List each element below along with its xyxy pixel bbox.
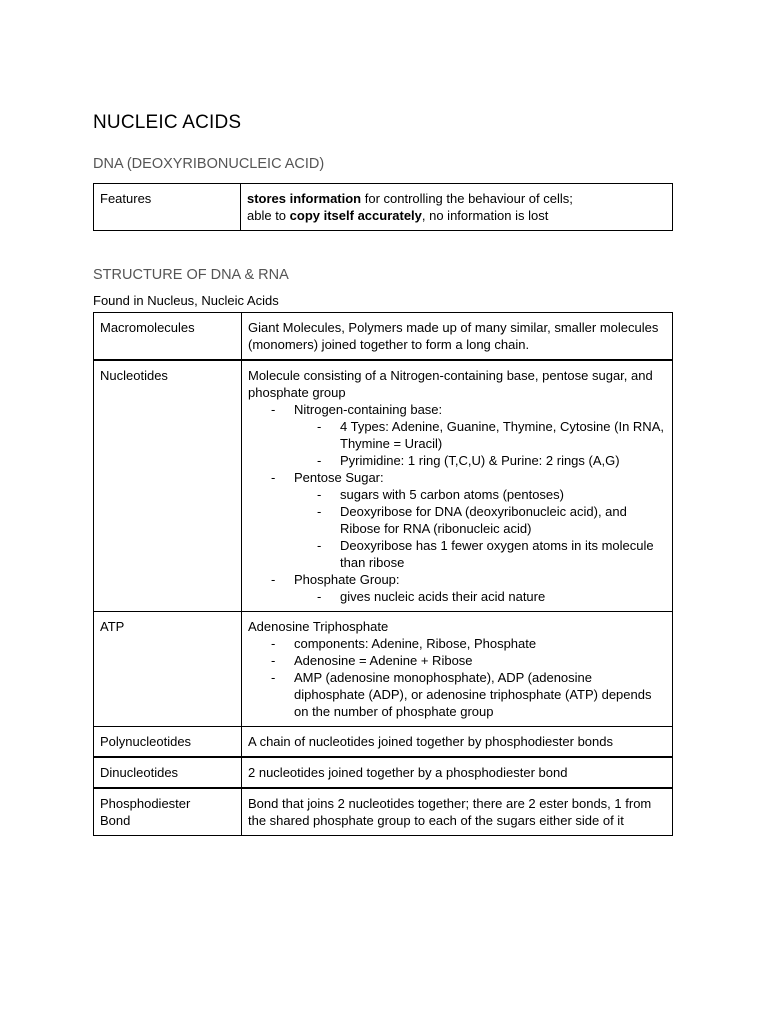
list-item: - components: Adenine, Ribose, Phosphate [248, 635, 666, 652]
definition-cell: 2 nucleotides joined together by a phosphodiester bond [242, 757, 673, 788]
features-definition: stores information for controlling the behaviour of cells; able to copy itself accurately, no information is lost [241, 184, 673, 231]
table-row [94, 313, 673, 361]
definition-cell: Molecule consisting of a Nitrogen-containing base, pentose sugar, and phosphate group - Nitrogen-containing base: - 4 Types: Adenine, Guanine, Thymine, Cytosine (In RNA, Thymine = Uracil) - Pyrimidine: 1 ring (T,C,U) & Purine: 2 rings (A,G) - Pentose Sugar: - sugars with 5 carbon atoms (pentoses) - Deoxyribose for DNA (deoxyribonucleic acid), and Ribose for RNA (ribonucleic acid) - Deoxyribose has 1 fewer oxygen atoms in its molecule than ribose - Phosphate Group: - gives nucleic acids their acid nature [242, 360, 673, 612]
atp-list [248, 635, 666, 720]
bold-phrase: stores information [247, 191, 362, 206]
list-item: - Deoxyribose for DNA (deoxyribonucleic acid), and Ribose for RNA (ribonucleic acid) [294, 503, 666, 537]
features-term: Features [94, 184, 241, 231]
list-item: - AMP (adenosine monophosphate), ADP (adenosine diphosphate (ADP), or adenosine triphosphate (ATP) depends on the number of phosphate group [248, 669, 666, 720]
definition-cell: A chain of nucleotides joined together by phosphodiester bonds [242, 727, 673, 758]
table-row [94, 360, 673, 612]
list-item: - 4 Types: Adenine, Guanine, Thymine, Cytosine (In RNA, Thymine = Uracil) [294, 418, 666, 452]
table-row [94, 757, 673, 788]
definition-cell: Adenosine Triphosphate - components: Adenine, Ribose, Phosphate - Adenosine = Adenine + Ribose - AMP (adenosine monophosphate), ADP (adenosine diphosphate (ADP), or adenosine triphosphate (ATP) depends on the number of phosphate group [242, 612, 673, 727]
table-row [94, 788, 673, 836]
term-cell: Macromolecules [94, 313, 242, 361]
definition-cell: Giant Molecules, Polymers made up of many similar, smaller molecules (monomers) joined together to form a long chain. [242, 313, 673, 361]
definition-cell: Bond that joins 2 nucleotides together; there are 2 ester bonds, 1 from the shared phosphate group to each of the sugars either side of it [242, 788, 673, 836]
list-item: - sugars with 5 carbon atoms (pentoses) [294, 486, 666, 503]
dna-features-table [93, 183, 673, 231]
dna-section-heading: DNA (DEOXYRIBONUCLEIC ACID) [93, 156, 325, 172]
term-cell: Polynucleotides [94, 727, 242, 758]
list-item: - Phosphate Group: - gives nucleic acids their acid nature [248, 571, 666, 605]
bold-phrase: copy itself accurately [289, 208, 422, 223]
term-cell: ATP [94, 612, 242, 727]
table-row [94, 727, 673, 758]
list-item: - Adenosine = Adenine + Ribose [248, 652, 666, 669]
location-note: Found in Nucleus, Nucleic Acids [93, 293, 279, 308]
term-cell: Dinucleotides [94, 757, 242, 788]
term-cell: Phosphodiester Bond [94, 788, 242, 836]
list-item: - Deoxyribose has 1 fewer oxygen atoms in its molecule than ribose [294, 537, 666, 571]
table-row [94, 612, 673, 727]
table-row [94, 184, 673, 231]
list-item: - Pentose Sugar: - sugars with 5 carbon atoms (pentoses) - Deoxyribose for DNA (deoxyribonucleic acid), and Ribose for RNA (ribonucleic acid) - Deoxyribose has 1 fewer oxygen atoms in its molecule than ribose [248, 469, 666, 571]
page-title: NUCLEIC ACIDS [93, 112, 242, 133]
list-item: - Pyrimidine: 1 ring (T,C,U) & Purine: 2 rings (A,G) [294, 452, 666, 469]
term-cell: Nucleotides [94, 360, 242, 612]
structure-table [93, 312, 673, 836]
list-item: - gives nucleic acids their acid nature [294, 588, 666, 605]
list-item: - Nitrogen-containing base: - 4 Types: Adenine, Guanine, Thymine, Cytosine (In RNA, Thymine = Uracil) - Pyrimidine: 1 ring (T,C,U) & Purine: 2 rings (A,G) [248, 401, 666, 469]
structure-section-heading: STRUCTURE OF DNA & RNA [93, 267, 289, 283]
nucleotide-components-list [248, 401, 666, 605]
